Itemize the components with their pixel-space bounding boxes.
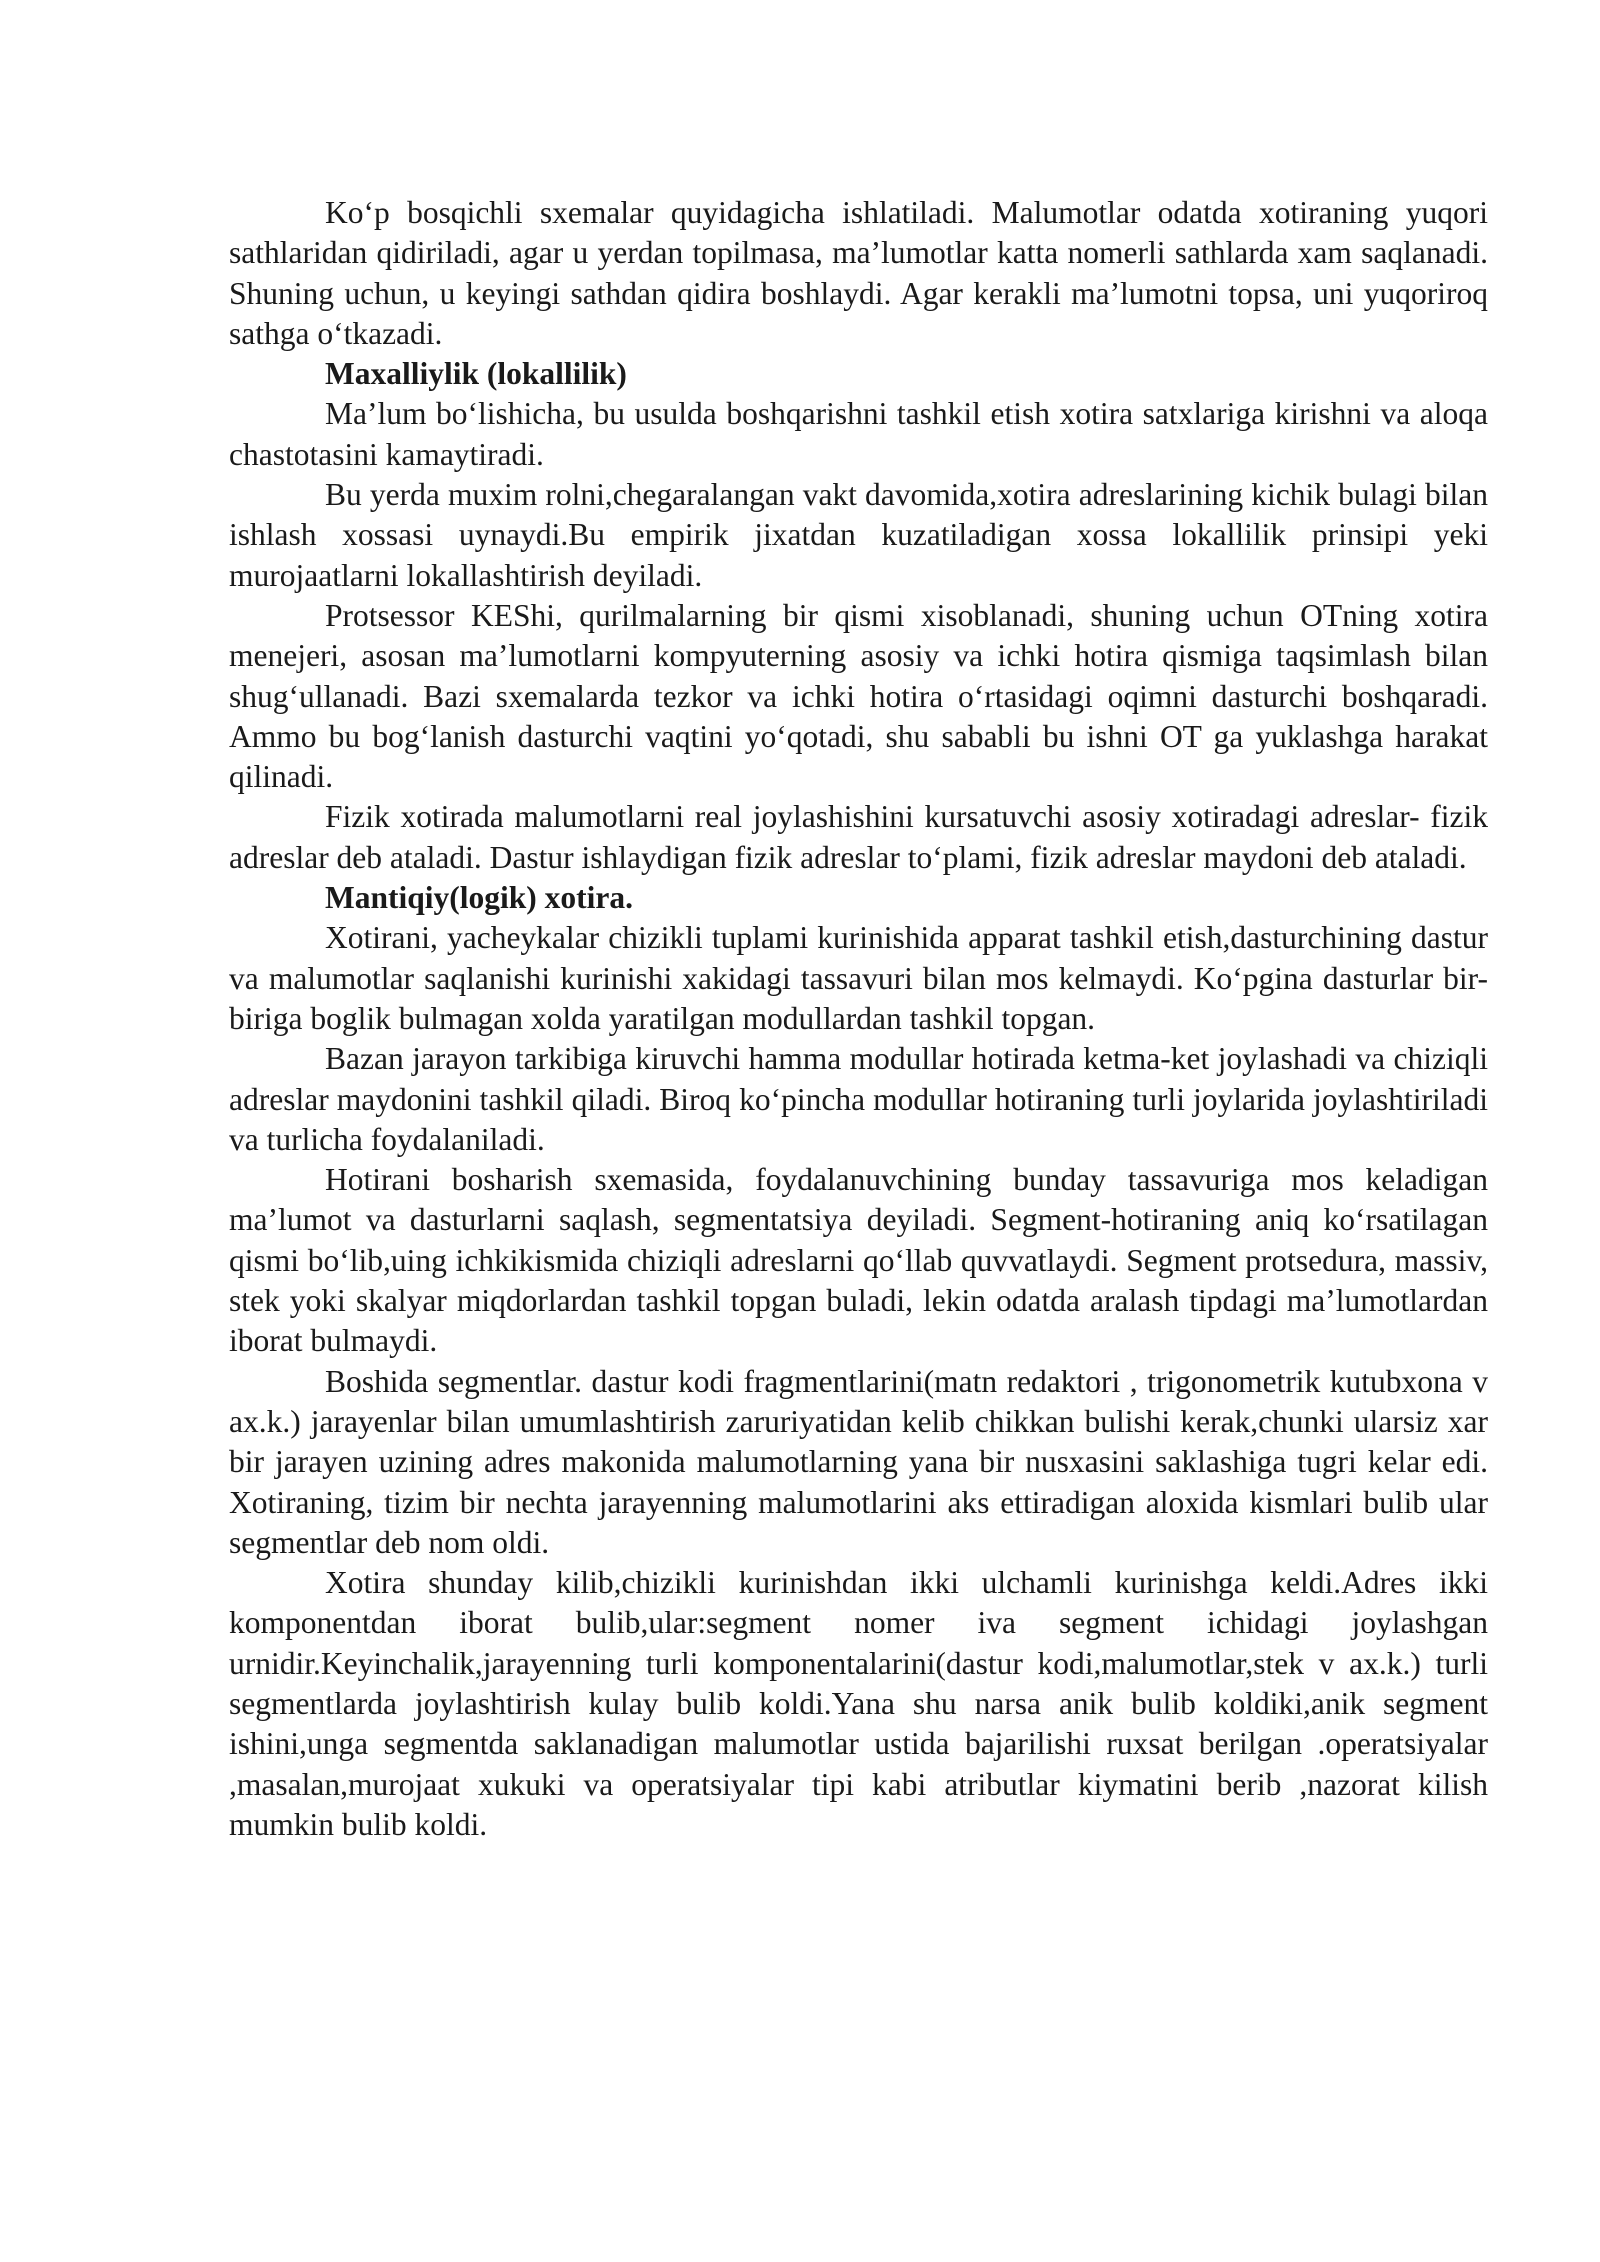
- paragraph-memory-organization: Xotirani, yacheykalar chizikli tuplami kurinishida apparat tashkil etish,dasturchining dastur va malumotlar saqlanishi kurinishi xakidagi tassavuri bilan mos kelmaydi. Ko‘pgina dasturlar bir-biriga boglik bulmagan xolda yaratilgan modullardan tashkil topgan.: [229, 920, 1488, 1036]
- paragraph-locality-principle: Bu yerda muxim rolni,chegaralangan vakt davomida,xotira adreslarining kichik bulagi bilan ishlash xossasi uynaydi.Bu empirik jixatdan kuzatiladigan xossa lokallilik prinsipi yeki murojaatlarni lokallashtirish deyiladi.: [229, 477, 1488, 593]
- paragraph-locality-intro: Ma’lum bo‘lishicha, bu usulda boshqarishni tashkil etish xotira satxlariga kirishni va aloqa chastotasini kamaytiradi.: [229, 396, 1488, 472]
- paragraph-multilevel-schemes: Ko‘p bosqichli sxemalar quyidagicha ishlatiladi. Malumotlar odatda xotiraning yuqori sathlaridan qidiriladi, agar u yerdan topilmasa, ma’lumotlar katta nomerli sathlarda xam saqlanadi. Shuning uchun, u keyingi sathdan qidira boshlaydi. Agar kerakli ma’lumotni topsa, uni yuqoriroq sathga o‘tkazadi.: [229, 195, 1488, 351]
- paragraph-segments-origin: Boshida segmentlar. dastur kodi fragmentlarini(matn redaktori , trigonometrik kutubxona v ax.k.) jarayenlar bilan umumlashtirish zaruriyatidan kelib chikkan bulishi kerak,chunki ularsiz xar bir jarayen uzining adres makonida malumotlarning yana bir nusxasini saklashiga tugri kelar edi. Xotiraning, tizim bir nechta jarayenning malumotlarini aks ettiradigan aloxida kismlari bulib ular segmentlar deb nom oldi.: [229, 1363, 1488, 1560]
- document-page: [229, 193, 1488, 1845]
- paragraph-modules: Bazan jarayon tarkibiga kiruvchi hamma modullar hotirada ketma-ket joylashadi va chiziqli adreslar maydonini tashkil qiladi. Biroq ko‘pincha modullar hotiraning turli joylarida joylashtiriladi va turlicha foydalaniladi.: [229, 1041, 1488, 1157]
- heading-logical-memory: Mantiqiy(logik) xotira.: [325, 880, 633, 916]
- paragraph-segmentation: Hotirani bosharish sxemasida, foydalanuvchining bunday tassavuriga mos keladigan ma’lumot va dasturlarni saqlash, segmentatsiya deyiladi. Segment-hotiraning aniq ko‘rsatilagan qismi bo‘lib,uing ichkikismida chiziqli adreslarni qo‘llab quvvatlaydi. Segment protsedura, massiv, stek yoki skalyar miqdorlardan tashkil topgan buladi, lekin odatda aralash tipdagi ma’lumotlardan iborat bulmaydi.: [229, 1162, 1488, 1359]
- paragraph-two-dimensional-memory: Xotira shunday kilib,chizikli kurinishdan ikki ulchamli kurinishga keldi.Adres ikki komponentdan iborat bulib,ular:segment nomer iva segment ichidagi joylashgan urnidir.Keyinchalik,jarayenning turli komponentalarini(dastur kodi,malumotlar,stek v ax.k.) turli segmentlarda joylashtirish kulay bulib koldi.Yana shu narsa anik bulib koldiki,anik segment ishini,unga segmentda saklanadigan malumotlar ustida bajarilishi ruxsat berilgan .operatsiyalar ,masalan,murojaat xukuki va operatsiyalar tipi kabi atributlar kiymatini berib ,nazorat kilish mumkin bulib koldi.: [229, 1565, 1488, 1842]
- paragraph-processor-cache: Protsessor KEShi, qurilmalarning bir qismi xisoblanadi, shuning uchun OTning xotira menejeri, asosan ma’lumotlarni kompyuterning asosiy va ichki hotira qismiga taqsimlash bilan shug‘ullanadi. Bazi sxemalarda tezkor va ichki hotira o‘rtasidagi oqimni dasturchi boshqaradi. Ammo bu bog‘lanish dasturchi vaqtini yo‘qotadi, shu sababli bu ishni OT ga yuklashga harakat qilinadi.: [229, 597, 1488, 795]
- paragraph-physical-addresses: Fizik xotirada malumotlarni real joylashishini kursatuvchi asosiy xotiradagi adreslar- fizik adreslar deb ataladi. Dastur ishlaydigan fizik adreslar to‘plami, fizik adreslar maydoni deb ataladi.: [229, 799, 1488, 875]
- heading-locality: Maxalliylik (lokallilik): [325, 356, 627, 392]
